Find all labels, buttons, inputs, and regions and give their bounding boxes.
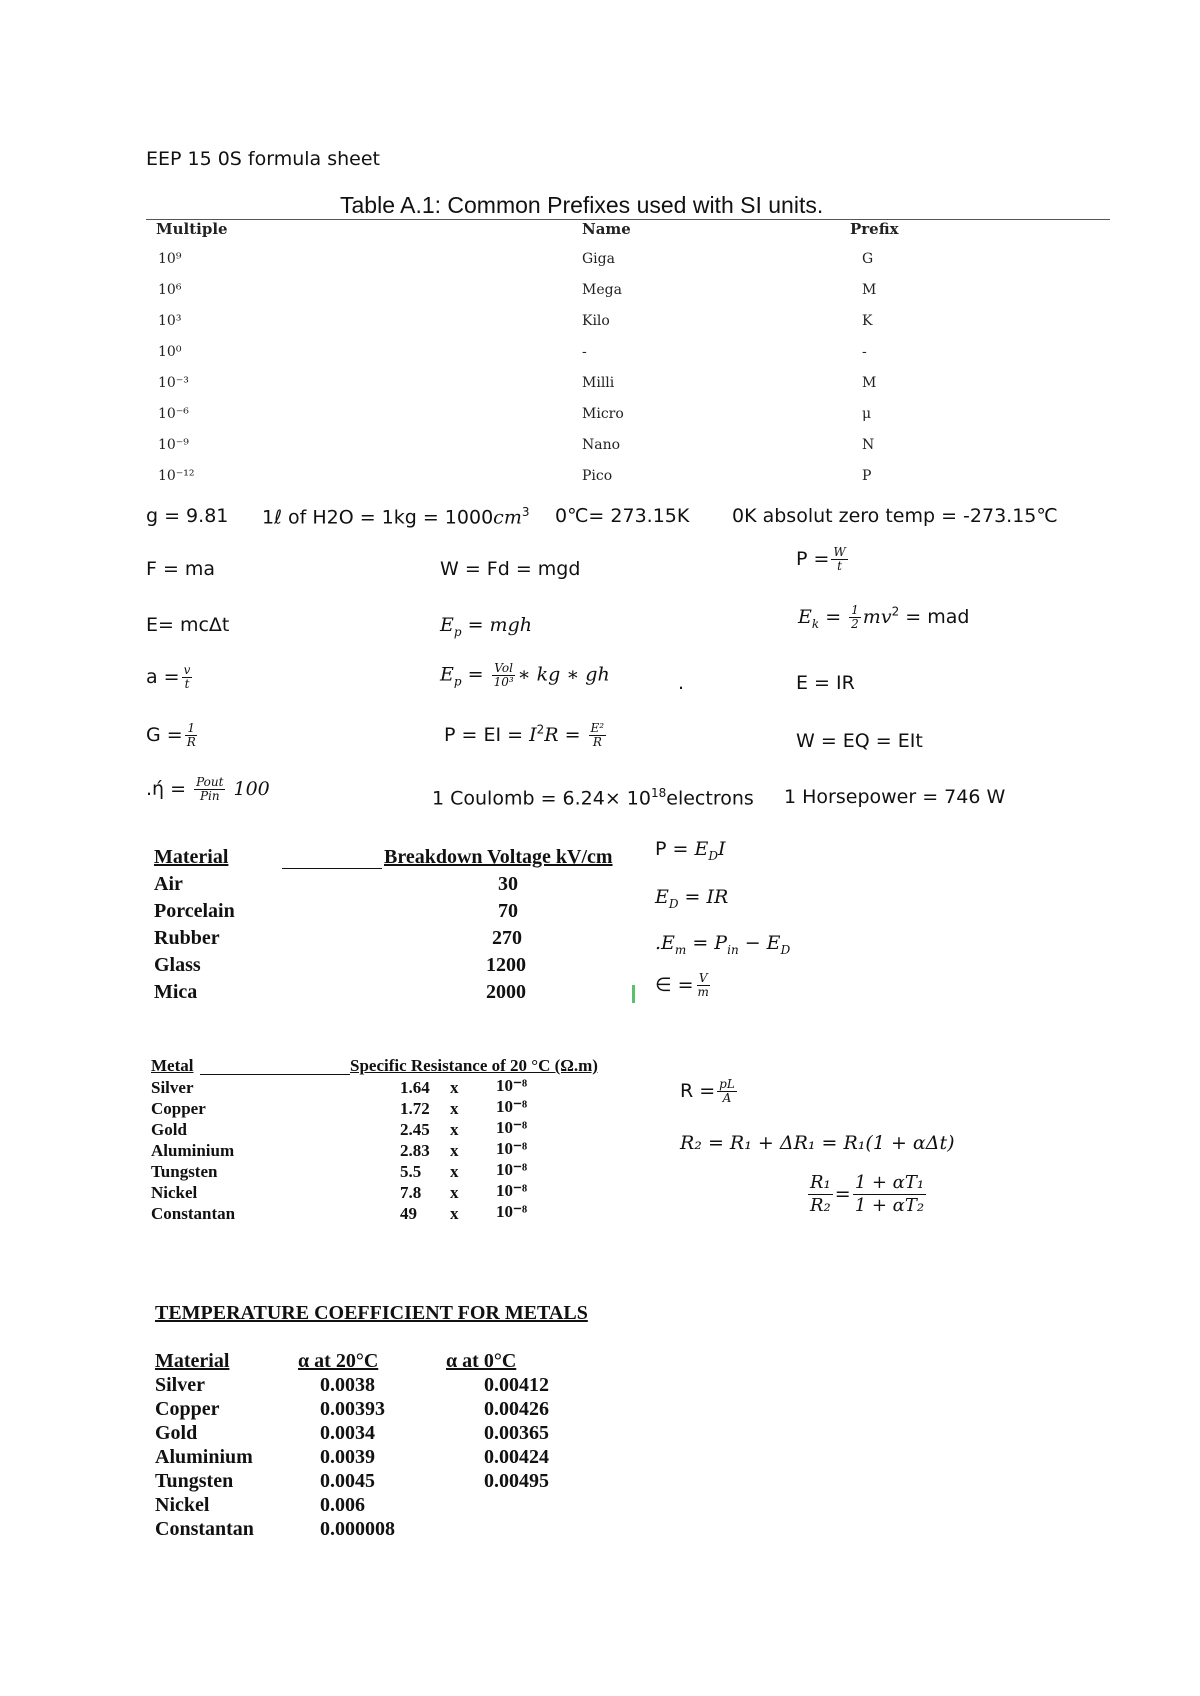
temp-header-a20: α at 20°C: [298, 1350, 379, 1372]
water-exp: 3: [521, 505, 530, 519]
power-mid: R =: [544, 724, 587, 746]
resistance-times: x: [450, 1183, 459, 1202]
prefix-multiple: 10⁹: [158, 251, 182, 267]
resistance-power: 10⁻⁸: [496, 1097, 528, 1116]
resistance-times: x: [450, 1120, 459, 1139]
prefix-symbol: N: [862, 437, 875, 453]
horsepower-definition: 1 Horsepower = 746 W: [784, 786, 1006, 808]
breakdown-value: 30: [498, 873, 518, 895]
formula-em: [655, 932, 790, 957]
resistance-metal: Aluminium: [151, 1141, 235, 1160]
pd-e: E: [694, 838, 709, 860]
resistance-metal: Tungsten: [151, 1162, 218, 1181]
ek-mv: mv: [862, 606, 892, 628]
pd-lhs: P =: [655, 838, 695, 860]
breakdown-header-rule: [282, 868, 382, 869]
prefix-symbol: P: [862, 468, 872, 484]
temp-a0: 0.00424: [484, 1446, 549, 1468]
resistance-value: 1.72: [400, 1099, 430, 1118]
temp-material: Nickel: [155, 1494, 210, 1516]
resistance-power: 10⁻⁸: [496, 1160, 528, 1179]
formula-resistance-ratio: [806, 1172, 928, 1217]
temp-a0: 0.00365: [484, 1422, 549, 1444]
document-title: EEP 15 0S formula sheet: [146, 148, 380, 170]
accel-fraction: [182, 664, 193, 691]
formula-electric-power: [444, 722, 608, 749]
resistance-power: 10⁻⁸: [496, 1181, 528, 1200]
em-minus: − E: [738, 932, 781, 954]
efficiency-fraction: [194, 776, 225, 803]
ep-symbol: E: [440, 663, 454, 686]
temp-a20: 0.0039: [320, 1446, 375, 1468]
green-mark: [632, 985, 635, 1003]
resistance-value: 7.8: [400, 1183, 422, 1202]
prefix-name: Nano: [582, 437, 621, 453]
celsius-kelvin: 0℃= 273.15K: [555, 505, 690, 527]
prefix-multiple: 10⁻³: [158, 375, 189, 391]
temp-a20: 0.0038: [320, 1374, 375, 1396]
fraction-numerator: pL: [719, 1077, 735, 1091]
fraction-denominator: t: [837, 559, 842, 573]
resistance-power: 10⁻⁸: [496, 1202, 528, 1221]
fraction-numerator: E²: [590, 721, 605, 735]
ek-exp: 2: [891, 604, 900, 619]
resistance-times: x: [450, 1162, 459, 1181]
prefix-multiple: 10³: [158, 313, 182, 329]
prefix-name: Kilo: [582, 313, 610, 329]
breakdown-material: Rubber: [154, 927, 220, 949]
resistance-times: x: [450, 1204, 459, 1223]
coulomb-unit: electrons: [666, 787, 754, 810]
power-fraction: [831, 546, 847, 573]
coulomb-exp: 18: [650, 786, 667, 800]
prefix-multiple: 10⁻⁹: [158, 437, 189, 453]
fraction-denominator: m: [697, 985, 709, 999]
resistance-header-value: Specific Resistance of 20 °C (Ω.m): [350, 1056, 598, 1075]
prefix-multiple: 10⁶: [158, 282, 182, 298]
resistance-value: 5.5: [400, 1162, 422, 1181]
prefix-multiple: 10⁻¹²: [158, 468, 195, 484]
ep-equals: =: [461, 663, 490, 686]
em-sub2: in: [727, 942, 739, 957]
resistivity-lhs: R =: [680, 1080, 716, 1102]
em-eq: = P: [686, 932, 728, 954]
formula-ohms-law: E = IR: [796, 672, 855, 694]
temp-a20: 0.0034: [320, 1422, 375, 1444]
pd-i: I: [717, 838, 726, 860]
ed-sub: D: [668, 896, 679, 911]
fraction-numerator: 1 + αT₁: [854, 1172, 925, 1193]
eps-lhs: ∈ =: [655, 974, 694, 996]
stray-dot: .: [678, 672, 685, 694]
breakdown-material: Air: [154, 873, 183, 895]
prefix-name: Micro: [582, 406, 624, 422]
em-dot: .: [655, 932, 662, 954]
temp-header-material: Material: [155, 1350, 230, 1372]
ratio-equals: =: [834, 1183, 851, 1205]
temp-a0: 0.00426: [484, 1398, 549, 1420]
fraction-denominator: 1 + αT₂: [854, 1195, 925, 1216]
fraction-denominator: 10³: [493, 675, 514, 689]
temp-a0: 0.00495: [484, 1470, 549, 1492]
temp-material: Gold: [155, 1422, 198, 1444]
power-lhs: P =: [796, 548, 830, 570]
temp-material: Silver: [155, 1374, 205, 1396]
formula-epsilon: [655, 972, 713, 999]
fraction-denominator: R₂: [810, 1195, 831, 1216]
breakdown-header-material: Material: [154, 846, 229, 868]
resistance-metal: Silver: [151, 1078, 194, 1097]
formula-resistance-temperature: R₂ = R₁ + ΔR₁ = R₁(1 + αΔt): [680, 1132, 955, 1154]
breakdown-value: 1200: [486, 954, 526, 976]
breakdown-header-voltage: Breakdown Voltage kV/cm: [384, 846, 613, 868]
power-fraction: [589, 722, 607, 749]
ep-subscript: p: [453, 674, 462, 689]
ep-rhs: ∗ kg ∗ gh: [517, 663, 610, 686]
prefix-multiple: 10⁰: [158, 344, 182, 360]
resistivity-fraction: [717, 1078, 737, 1105]
prefix-header-name: Name: [582, 220, 631, 238]
prefix-header-prefix: Prefix: [850, 220, 899, 238]
resistance-header-metal: Metal: [151, 1056, 194, 1075]
em-sub: m: [674, 942, 687, 957]
conductance-fraction: [185, 722, 198, 749]
temp-a20: 0.000008: [320, 1518, 395, 1540]
pd-sub: D: [708, 848, 718, 863]
ek-subscript: k: [811, 616, 820, 631]
fraction-denominator: R: [592, 735, 602, 749]
resistance-metal: Gold: [151, 1120, 187, 1139]
power-i: I: [529, 724, 537, 746]
fraction-denominator: Pin: [199, 789, 220, 803]
absolute-zero: 0K absolut zero temp = -273.15℃: [732, 505, 1058, 527]
breakdown-value: 270: [492, 927, 522, 949]
formula-potential-energy-volume: [440, 662, 610, 689]
ek-equals: =: [819, 606, 848, 628]
prefix-symbol: K: [862, 313, 873, 329]
ep-symbol: E: [440, 614, 454, 636]
resistance-power: 10⁻⁸: [496, 1118, 528, 1137]
water-unit: cm: [493, 506, 522, 529]
eps-fraction: [696, 972, 711, 999]
temp-material: Constantan: [155, 1518, 254, 1540]
formula-power-ed: [655, 838, 725, 863]
prefix-multiple: 10⁻⁶: [158, 406, 189, 422]
ek-fraction: [849, 604, 861, 631]
prefix-symbol: M: [862, 282, 877, 298]
formula-resistivity: [680, 1078, 739, 1105]
formula-force: F = ma: [146, 558, 216, 580]
breakdown-value: 2000: [486, 981, 526, 1003]
ep-subscript: p: [453, 624, 462, 639]
temp-a20: 0.00393: [320, 1398, 385, 1420]
resistance-metal: Constantan: [151, 1204, 236, 1223]
formula-power: [796, 546, 850, 573]
formula-conductance: [146, 722, 200, 749]
resistance-value: 1.64: [400, 1078, 430, 1097]
temp-material: Copper: [155, 1398, 220, 1420]
breakdown-value: 70: [498, 900, 518, 922]
prefix-name: Milli: [582, 375, 615, 391]
efficiency-lhs: .ή =: [146, 778, 193, 800]
power-exp: 2: [536, 722, 545, 737]
fraction-numerator: Vol: [494, 661, 513, 675]
formula-heat-energy: E= mcΔt: [146, 614, 230, 636]
temp-material: Tungsten: [155, 1470, 234, 1492]
fraction-denominator: t: [184, 677, 190, 691]
prefix-header-multiple: Multiple: [156, 220, 228, 238]
fraction-numerator: V: [698, 971, 708, 985]
resistance-value: 49: [400, 1204, 417, 1223]
prefix-symbol: M: [862, 375, 877, 391]
formula-potential-energy: [440, 614, 532, 639]
ratio-lhs-fraction: [808, 1172, 833, 1217]
prefix-name: Pico: [582, 468, 613, 484]
formula-energy-charge: W = EQ = EIt: [796, 730, 923, 752]
coulomb-text: 1 Coulomb = 6.24× 10: [432, 787, 651, 810]
resistance-power: 10⁻⁸: [496, 1139, 528, 1158]
resistance-times: x: [450, 1141, 459, 1160]
prefix-symbol: μ: [862, 406, 872, 422]
resistance-metal: Nickel: [151, 1183, 198, 1202]
fraction-numerator: 1: [187, 721, 196, 735]
formula-efficiency: [146, 776, 270, 803]
formula-acceleration: [146, 664, 194, 691]
fraction-numerator: 1: [851, 603, 859, 617]
formula-kinetic-energy: [798, 604, 969, 631]
prefix-name: Giga: [582, 251, 615, 267]
breakdown-material: Glass: [154, 954, 201, 976]
temp-a20: 0.0045: [320, 1470, 375, 1492]
resistance-power: 10⁻⁸: [496, 1076, 528, 1095]
prefix-name: -: [582, 344, 587, 360]
em-sub3: D: [780, 942, 791, 957]
resistance-value: 2.83: [400, 1141, 430, 1160]
fraction-numerator: v: [183, 663, 191, 677]
prefix-table-title: Table A.1: Common Prefixes used with SI units.: [340, 192, 824, 218]
coulomb-definition: [432, 786, 754, 809]
efficiency-rhs: 100: [227, 778, 270, 800]
formula-work: W = Fd = mgd: [440, 558, 581, 580]
resistance-header-rule: [200, 1074, 350, 1075]
temp-a20: 0.006: [320, 1494, 365, 1516]
ep-fraction: [492, 662, 516, 689]
formula-ed: [655, 886, 728, 911]
water-mass-volume: [262, 505, 529, 528]
ratio-rhs-fraction: [853, 1172, 926, 1217]
fraction-numerator: W: [833, 545, 846, 559]
accel-lhs: a =: [146, 666, 180, 688]
resistance-times: x: [450, 1078, 459, 1097]
gravity-constant: g = 9.81: [146, 505, 229, 527]
conductance-lhs: G =: [146, 724, 183, 746]
resistance-metal: Copper: [151, 1099, 206, 1118]
breakdown-material: Porcelain: [154, 900, 235, 922]
ed-rhs: = IR: [678, 886, 729, 908]
temp-material: Aluminium: [155, 1446, 253, 1468]
temp-a0: 0.00412: [484, 1374, 549, 1396]
fraction-numerator: Pout: [196, 775, 224, 789]
prefix-name: Mega: [582, 282, 622, 298]
fraction-denominator: 2: [851, 617, 859, 631]
water-text: 1ℓ of H2O = 1kg = 1000: [262, 506, 494, 529]
temperature-table-title: TEMPERATURE COEFFICIENT FOR METALS: [155, 1302, 588, 1324]
breakdown-material: Mica: [154, 981, 198, 1003]
prefix-symbol: G: [862, 251, 874, 267]
ek-rhs: = mad: [899, 606, 970, 628]
fraction-denominator: A: [722, 1091, 732, 1105]
fraction-denominator: R: [186, 735, 196, 749]
fraction-numerator: R₁: [810, 1172, 831, 1193]
resistance-value: 2.45: [400, 1120, 430, 1139]
resistance-times: x: [450, 1099, 459, 1118]
em-e: E: [661, 932, 675, 954]
temp-header-a0: α at 0°C: [446, 1350, 517, 1372]
ep-rhs: = mgh: [461, 614, 532, 636]
prefix-symbol: -: [862, 344, 867, 360]
ed-e: E: [655, 886, 669, 908]
ek-symbol: E: [798, 606, 812, 628]
power-lhs: P = EI =: [444, 724, 530, 746]
